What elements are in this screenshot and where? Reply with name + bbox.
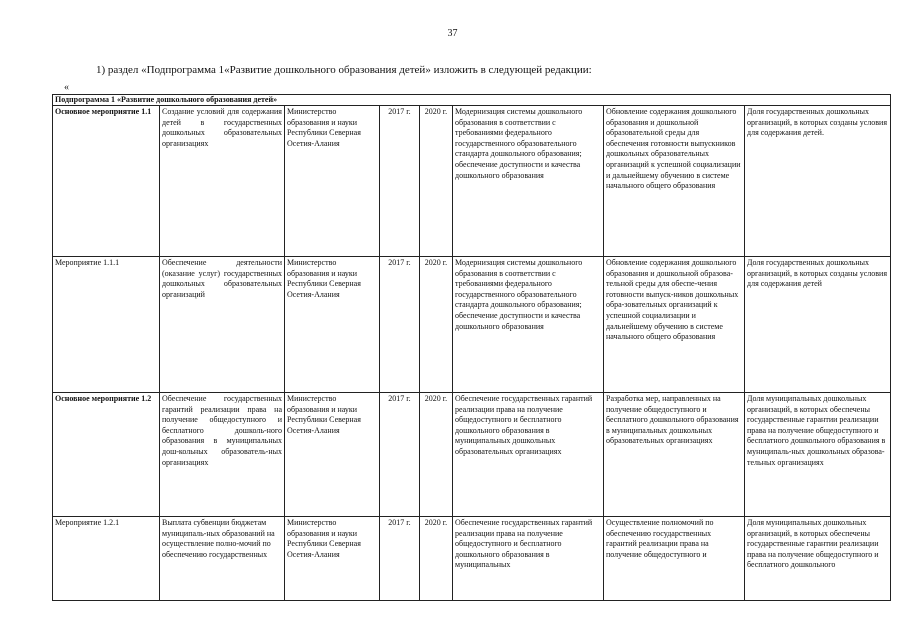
table-row xyxy=(53,517,891,601)
subprogram-header-row xyxy=(53,95,891,106)
activity-start-year: 2017 г. xyxy=(380,106,420,257)
activity-description: Обеспечение деятельности (оказание услуг) государственных дошкольных образовательных организаций xyxy=(160,257,285,393)
page-number: 37 xyxy=(447,28,458,39)
activity-end-year: 2020 г. xyxy=(420,257,453,393)
activity-end-year: 2020 г. xyxy=(420,517,453,601)
intro-paragraph: 1) раздел «Подпрограмма 1«Развитие дошкольного образования детей» изложить в следующей редакции: xyxy=(96,64,592,76)
activity-executor: Министерство образования и науки Республики Северная Осетия-Алания xyxy=(285,517,380,601)
activity-goal: Обеспечение государственных гарантий реализации права на получение общедоступного и бесплатного дошкольного образования в муниципальных xyxy=(453,517,604,601)
table-row xyxy=(53,106,891,257)
activity-goal: Модернизация системы дошкольного образования в соответствии с требованиями федерального государственного образовательного стандарта дошкольного образования; обеспечение доступности и качества дошкольного образования xyxy=(453,257,604,393)
activity-goal: Обеспечение государственных гарантий реализации права на получение общедоступного и бесплатного дошкольного образования в муниципальных дошкольных образовательных организациях xyxy=(453,393,604,517)
activity-executor: Министерство образования и науки Республики Северная Осетия-Алания xyxy=(285,106,380,257)
activity-end-year: 2020 г. xyxy=(420,106,453,257)
activity-goal: Модернизация системы дошкольного образования в соответствии с требованиями федерального государственного образовательного стандарта дошкольного образования; обеспечение доступности и качества дошкольного образования xyxy=(453,106,604,257)
activity-result: Обновление содержания дошкольного образования и дошкольной образовательной среды для обеспечения готовности выпускников дошкольных образовательных организаций к успешной социализации и дальнейшему обучению в системе начального общего образования xyxy=(604,106,745,257)
activity-name: Мероприятие 1.1.1 xyxy=(53,257,160,393)
activity-description: Создание условий для содержания детей в государственных дошкольных образовательных организациях xyxy=(160,106,285,257)
activity-end-year: 2020 г. xyxy=(420,393,453,517)
activity-name: Основное мероприятие 1.1 xyxy=(53,106,160,257)
activity-start-year: 2017 г. xyxy=(380,517,420,601)
subprogram-table xyxy=(52,94,891,601)
activity-result: Осуществление полномочий по обеспечению государственных гарантий реализации права на получение общедоступного и xyxy=(604,517,745,601)
activity-description: Выплата субвенции бюджетам муниципаль-ных образований на осуществление полно-мочий по обеспечению государственных xyxy=(160,517,285,601)
activity-name: Основное мероприятие 1.2 xyxy=(53,393,160,517)
subprogram-title: Подпрограмма 1 «Развитие дошкольного образования детей» xyxy=(53,95,891,106)
activity-indicator: Доля муниципальных дошкольных организаций, в которых обеспечены государственные гарантии реализации права на получение общедоступного и бесплатного дошкольного образования в муниципаль-ных дошкольных образова-тельных организациях xyxy=(745,393,891,517)
activity-executor: Министерство образования и науки Республики Северная Осетия-Алания xyxy=(285,257,380,393)
activity-name: Мероприятие 1.2.1 xyxy=(53,517,160,601)
activity-start-year: 2017 г. xyxy=(380,257,420,393)
open-quote-mark: « xyxy=(64,82,69,93)
activity-indicator: Доля государственных дошкольных организаций, в которых созданы условия для содержания детей. xyxy=(745,106,891,257)
activity-result: Разработка мер, направленных на получение общедоступного и бесплатного дошкольного образования в муниципальных дошкольных образовательных организациях xyxy=(604,393,745,517)
activity-executor: Министерство образования и науки Республики Северная Осетия-Алания xyxy=(285,393,380,517)
activity-result: Обновление содержания дошкольного образования и дошкольной образова-тельной среды для обеспе-чения готовности выпуск-ников дошкольных обра-зовательных организаций к успешной социализации и дальнейшему обучению в системе начального общего образования xyxy=(604,257,745,393)
table-row xyxy=(53,393,891,517)
table-row xyxy=(53,257,891,393)
activity-indicator: Доля государственных дошкольных организаций, в которых созданы условия для содержания детей xyxy=(745,257,891,393)
activity-indicator: Доля муниципальных дошкольных организаций, в которых обеспечены государственные гарантии реализации права на получение общедоступного и бесплатного дошкольного xyxy=(745,517,891,601)
activity-start-year: 2017 г. xyxy=(380,393,420,517)
activity-description: Обеспечение государственных гарантий реализации права на получение общедоступного и бесплатного дошколь-ного образования в муниципальных дош-кольных образователь-ных организациях xyxy=(160,393,285,517)
